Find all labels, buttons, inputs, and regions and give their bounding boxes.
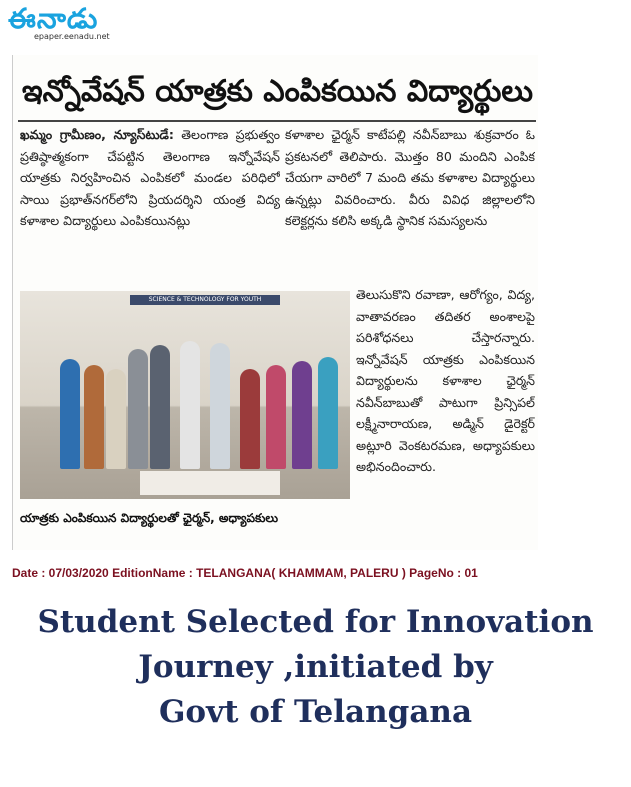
eenadu-logo: ఈనాడు <box>8 2 99 35</box>
article-column-3: తెలుసుకొని రవాణా, ఆరోగ్యం, విద్య, వాతావరణం తదితర అంశాలపై పరిశోధనలు చేస్తారన్నారు. ఇన్నోవేషన్ యాత్రకు ఎంపికయిన విద్యార్థులను కళాశాల ఛైర్మన్ నవీన్‌బాబుతో పాటుగా ప్రిన్సిపల్ లక్ష్మీనారాయణ, అడ్మిన్ డైరెక్టర్ అట్లూరి వెంకటరమణ, అధ్యాపకులు అభినందించారు. <box>356 287 535 474</box>
photo-person <box>150 345 170 469</box>
photo-banner: SCIENCE & TECHNOLOGY FOR YOUTH <box>130 295 280 305</box>
article-headline: ఇన్నోవేషన్ యాత్రకు ఎంపికయిన విద్యార్థులు <box>22 74 533 109</box>
photo-person <box>210 343 230 469</box>
group-photo <box>20 291 350 499</box>
article-column-2: కళాశాల ఛైర్మన్ కాటేపల్లి నవీన్‌బాబు శుక్రవారం ఓ ప్రకటనలో తెలిపారు. మొత్తం 80 మందిని ఎంపిక చేయగా వారిలో 7 మంది తమ కళాశాల విద్యార్థులు ఉన్నట్లు వివరించారు. వీరు వివిధ జిల్లాలలోని కలెక్టర్లను కలిసి అక్కడి స్థానిక సమస్యలను <box>285 127 535 228</box>
epaper-url: epaper.eenadu.net <box>34 32 110 41</box>
photo-caption: యాత్రకు ఎంపికయిన విద్యార్థులతో ఛైర్మన్, అధ్యాపకులు <box>20 511 279 525</box>
photo-person <box>266 365 286 469</box>
photo-person <box>84 365 104 469</box>
article-column-1 <box>20 124 280 296</box>
headline-divider <box>18 120 536 122</box>
photo-person <box>292 361 312 469</box>
photo-person <box>180 341 200 469</box>
summary-title <box>0 600 631 735</box>
summary-title-line-2: Journey ,initiated by <box>138 649 493 685</box>
summary-title-line-3: Govt of Telangana <box>158 694 473 730</box>
photo-floor-mat <box>140 471 280 495</box>
summary-title-line-1: Student Selected for Innovation <box>37 604 594 640</box>
photo-person <box>106 369 126 469</box>
photo-person <box>240 369 260 469</box>
photo-person <box>128 349 148 469</box>
article-column-1-text: తెలంగాణ ప్రభుత్వం ప్రతిష్ఠాత్మకంగా చేపట్టిన తెలంగాణ ఇన్నోవేషన్ యాత్రకు నిర్వహించిన ఎంపికలో మండల పరిధిలో సాయి ప్రభాత్‌నగర్‌లోని ప్రియదర్శిని యంత్ర విద్య కళాశాల విద్యార్థులు ఎంపికయినట్లు <box>20 127 280 228</box>
photo-person <box>318 357 338 469</box>
article-byline: ఖమ్మం గ్రామీణం, న్యూస్‌టుడే: <box>20 127 174 142</box>
eenadu-masthead <box>8 4 148 48</box>
edition-dateline: Date : 07/03/2020 EditionName : TELANGANA( KHAMMAM, PALERU ) PageNo : 01 <box>12 566 478 580</box>
photo-person <box>60 359 80 469</box>
